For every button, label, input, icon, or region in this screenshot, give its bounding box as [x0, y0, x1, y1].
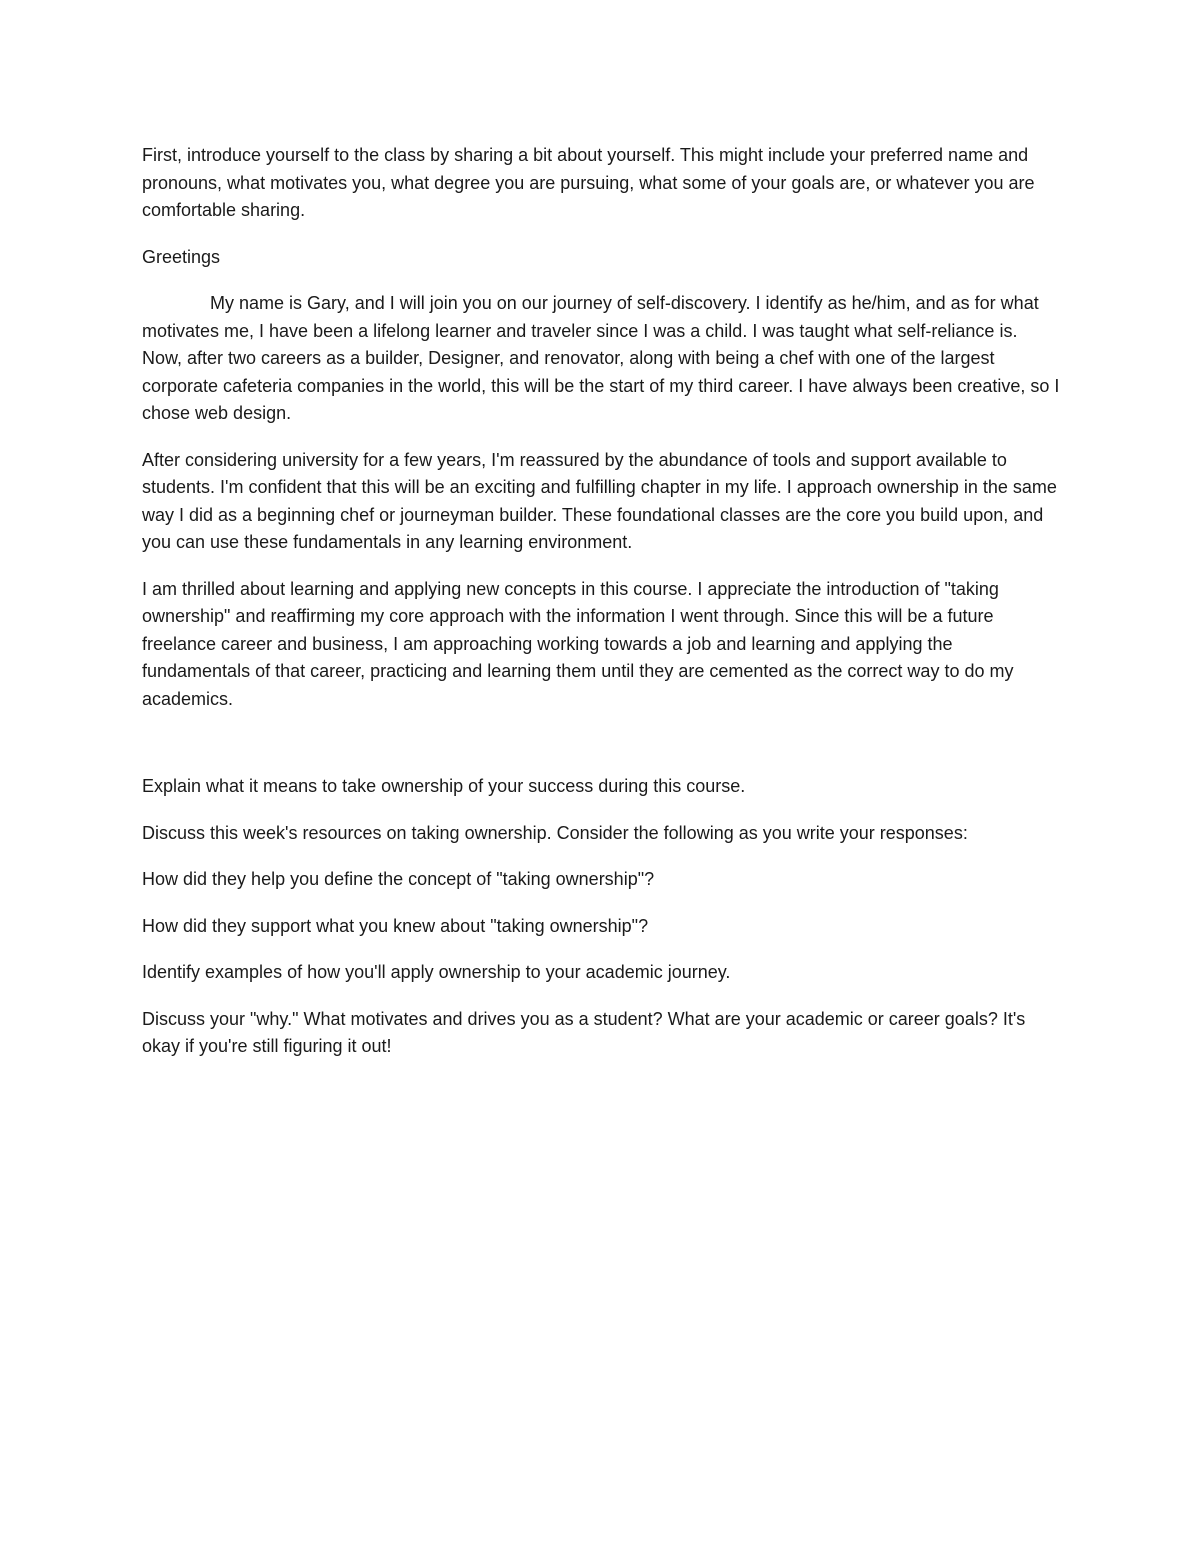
prompt-item: How did they help you define the concept of "taking ownership"? — [142, 869, 655, 889]
prompt-item: Discuss this week's resources on taking ownership. Consider the following as you write your responses: — [142, 822, 968, 843]
response-paragraph: I am thrilled about learning and applying new concepts in this course. I appreciate the introduction of "taking ownership" and reaffirming my core approach with the information I went through. Since this will be a future freelance career and business, I am approaching working towards a job and learning and applying the fundamentals of that career, practicing and learning them until they are cemented as the correct way to do my academics. — [142, 578, 1014, 709]
response-paragraph: After considering university for a few years, I'm reassured by the abundance of tools and support available to students. I'm confident that this will be an exciting and fulfilling chapter in my life. I approach ownership in the same way I did as a beginning chef or journeyman builder. These foundational classes are the core you build upon, and you can use these fundamentals in any learning environment. — [142, 449, 1057, 552]
section-spacer — [142, 732, 1062, 773]
prompt-item: Discuss your "why." What motivates and drives you as a student? What are your academic or career goals? It's okay if you're still figuring it out! — [142, 1008, 1026, 1056]
response-paragraph: My name is Gary, and I will join you on our journey of self-discovery. I identify as he/him, and as for what motivates me, I have been a lifelong learner and traveler since I was a child. I was taught what self-reliance is. Now, after two careers as a builder, Designer, and renovator, along with being a chef with one of the largest corporate cafeteria companies in the world, this will be the start of my third career. I have always been creative, so I chose web design. — [142, 293, 1060, 423]
prompt-item: Identify examples of how you'll apply ownership to your academic journey. — [142, 962, 731, 982]
greeting: Greetings — [142, 246, 221, 267]
prompt-intro: First, introduce yourself to the class by sharing a bit about yourself. This might include your preferred name and pronouns, what motivates you, what degree you are pursuing, what some of your goals are, or whatever you are comfortable sharing. — [142, 145, 1035, 220]
prompt-item: How did they support what you knew about "taking ownership"? — [142, 915, 649, 936]
prompt-item: Explain what it means to take ownership of your success during this course. — [142, 776, 746, 796]
document-body — [142, 142, 1062, 1080]
